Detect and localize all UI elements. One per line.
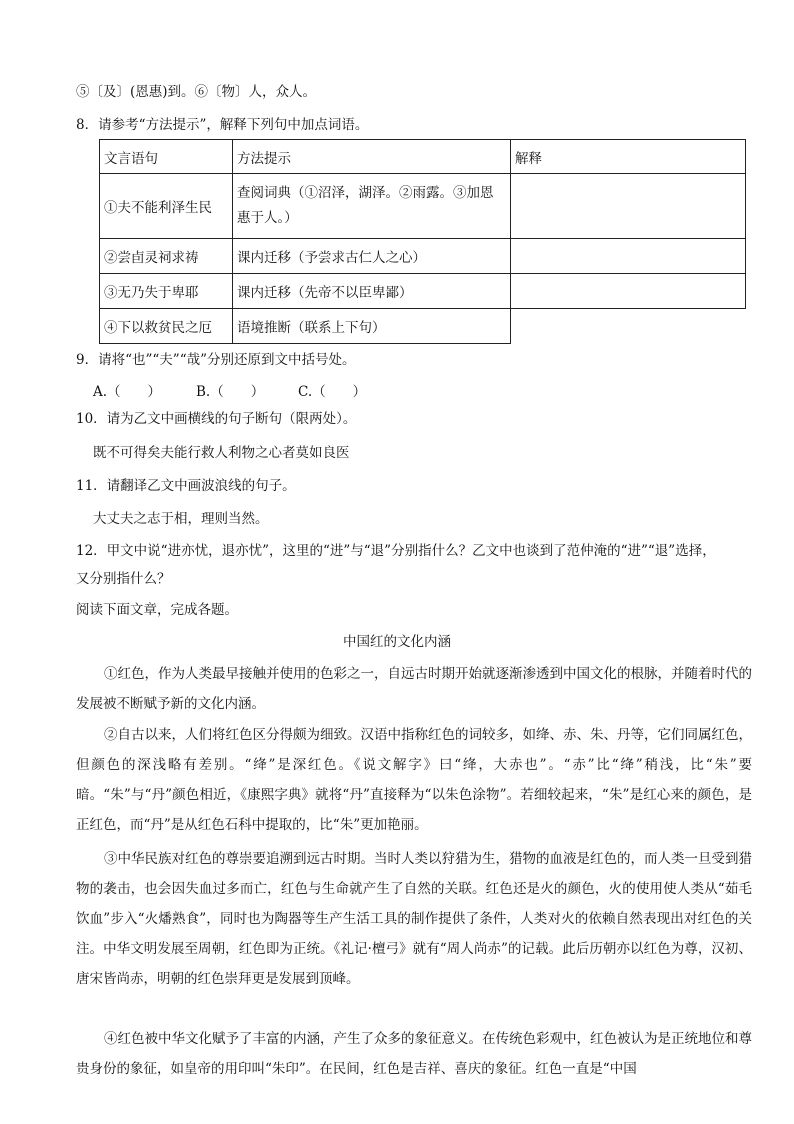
answer-cell[interactable]: [511, 274, 746, 309]
question-8-stem: 8．请参考“方法提示”，解释下列句中加点词语。: [76, 117, 369, 133]
row-hint: 查阅词典（①沼泽，湖泽。②雨露。③加恩惠于人。）: [233, 174, 511, 239]
question-12-line2: 又分别指什么？: [76, 571, 171, 587]
question-11-stem: 11．请翻译乙文中画波浪线的句子。: [76, 478, 296, 494]
table-row: [100, 309, 746, 344]
question-10-stem: 10．请为乙文中画横线的句子断句（限两处）。: [76, 411, 357, 427]
answer-cell[interactable]: [511, 174, 746, 239]
row-hint: 课内迁移（予尝求古仁人之心）: [233, 239, 511, 274]
notes-line: ⑤〔及〕(恩惠)到。⑥〔物〕人，众人。: [76, 84, 317, 100]
row-sentence: ②尝卣灵祠求祷: [100, 239, 233, 274]
question-10-text: 既不可得矣夫能行救人利物之心者莫如良医: [93, 445, 350, 461]
header-sentence: 文言语句: [100, 140, 233, 174]
option-c-blank[interactable]: C.（ ）: [298, 384, 367, 400]
method-table: [99, 139, 746, 344]
row-hint: 语境推断（联系上下句）: [233, 309, 511, 344]
table-row: [100, 239, 746, 274]
question-9-stem: 9．请将“也”“夫”“哉”分别还原到文中括号处。: [76, 352, 356, 368]
answer-cell[interactable]: [511, 239, 746, 274]
row-sentence: ④下以救贫民之厄: [100, 309, 233, 344]
table-header-row: [100, 140, 746, 174]
article-title: 中国红的文化内涵: [343, 634, 451, 650]
article-paragraph-2: ②自古以来，人们将红色区分得颇为细致。汉语中指称红色的词较多，如绛、赤、朱、丹等，它们同属红色，但颜色的深浅略有差别。“绛”是深红色。《说文解字》曰“绛，大赤也”。“赤”比“绛”稍浅，比“朱”要暗。“朱”与“丹”颜色相近，《康熙字典》就将“丹”直接释为“以朱色涂物”。若细较起来，“朱”是红心来的颜色，是正红色，而“丹”是从红色石科中提取的，比“朱”更加艳丽。: [76, 727, 752, 833]
table-row: [100, 174, 746, 239]
table-row: [100, 274, 746, 309]
article-paragraph-1: ①红色，作为人类最早接触并使用的色彩之一，自远古时期开始就逐渐渗透到中国文化的根脉，并随着时代的发展被不断赋予新的文化内涵。: [76, 666, 752, 712]
header-hint: 方法提示: [233, 140, 511, 174]
row-sentence: ①夫不能利泽生民: [100, 174, 233, 239]
reading-instruction: 阅读下面文章，完成各题。: [76, 602, 238, 618]
header-answer: 解释: [511, 140, 746, 174]
answer-cell[interactable]: [511, 309, 746, 344]
row-hint: 课内迁移（先帝不以臣卑鄙）: [233, 274, 511, 309]
question-11-text: 大丈夫之志于相，理则当然。: [93, 511, 269, 527]
option-a-blank[interactable]: A.（ ）: [93, 384, 162, 400]
row-sentence: ③无乃失于卑耶: [100, 274, 233, 309]
question-12-line1: 12．甲文中说“进亦忧，退亦忧”，这里的“进”与“退”分别指什么？乙文中也谈到了范仲淹的“进”“退”选择，: [76, 543, 716, 559]
article-paragraph-4: ④红色被中华文化赋予了丰富的内涵，产生了众多的象征意义。在传统色彩观中，红色被认为是正统地位和尊贵身份的象征，如皇帝的用印叫“朱印”。在民间，红色是吉祥、喜庆的象征。红色一直是“中国: [76, 1031, 752, 1077]
option-b-blank[interactable]: B.（ ）: [196, 384, 265, 400]
article-paragraph-3: ③中华民族对红色的尊崇要追溯到远古时期。当时人类以狩猎为生，猎物的血液是红色的，而人类一旦受到猎物的袭击，也会因失血过多而亡，红色与生命就产生了自然的关联。红色还是火的颜色，火的使用使人类从“茹毛饮血”步入“火燔熟食”，同时也为陶器等生产生活工具的制作提供了条件，人类对火的依赖自然表现出对红色的关注。中华文明发展至周朝，红色即为正统。《礼记·檀弓》就有“周人尚赤”的记载。此后历朝亦以红色为尊，汉初、唐宋皆尚赤，明朝的红色崇拜更是发展到顶峰。: [76, 851, 752, 987]
